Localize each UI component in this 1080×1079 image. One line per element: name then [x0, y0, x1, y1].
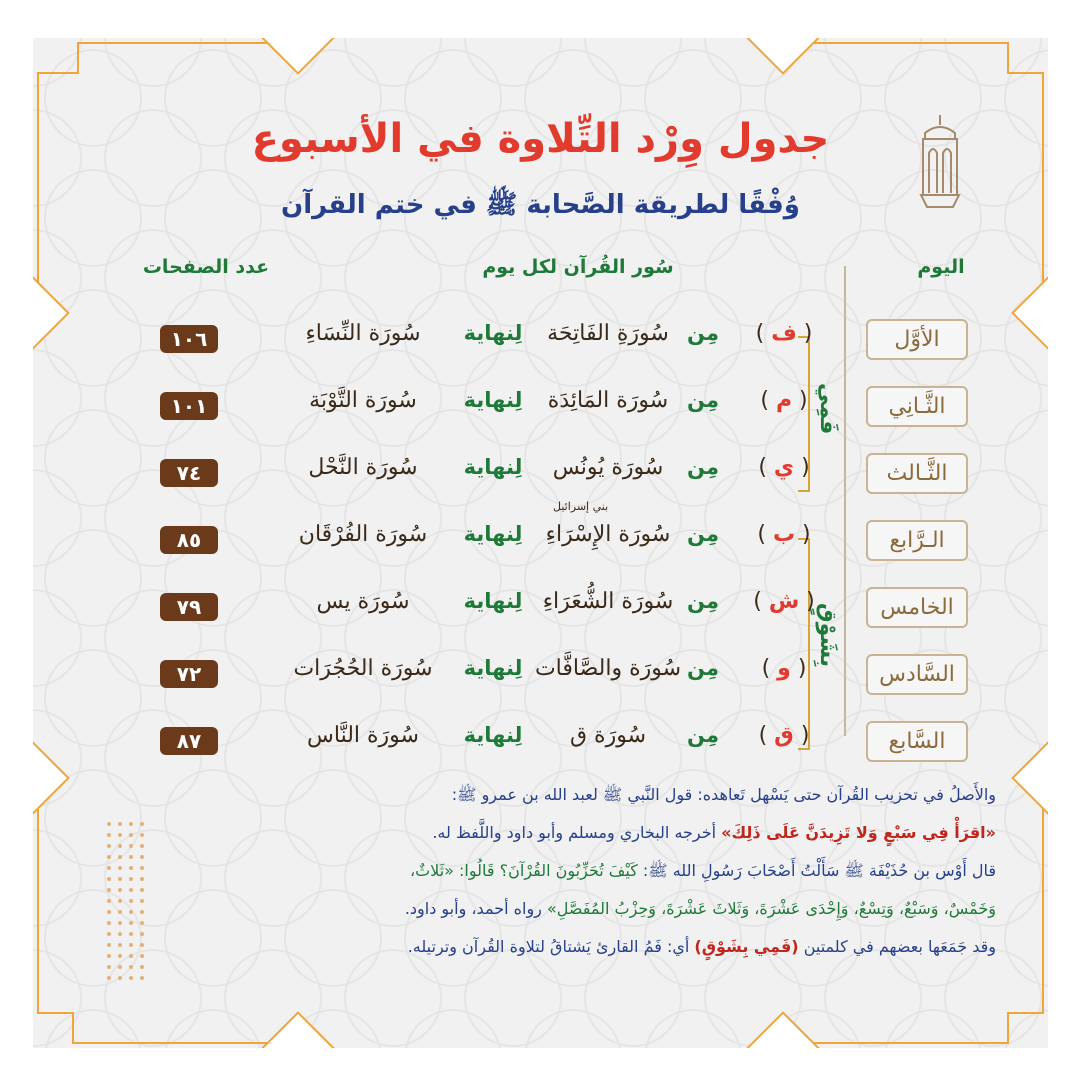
decor-dot	[129, 877, 133, 881]
decor-dot	[129, 921, 133, 925]
from-surah: سُورَةِ الفَاتِحَة	[547, 321, 669, 346]
table-row	[33, 584, 1048, 634]
card	[33, 38, 1048, 1048]
page-subtitle: وُفْقًا لطريقة الصَّحابة ﷺ في ختم القرآن	[281, 190, 800, 220]
table-row	[33, 718, 1048, 768]
decor-dot	[129, 866, 133, 870]
from-surah: سُورَة ق	[569, 723, 646, 748]
decor-dot	[140, 877, 144, 881]
decor-dot	[107, 877, 111, 881]
decor-dot	[140, 888, 144, 892]
decor-dot	[129, 899, 133, 903]
mnemonic: (فَمِي بِشَوْقٍ)	[694, 937, 799, 956]
day-label: الأوَّل	[866, 319, 968, 360]
decor-dot	[140, 822, 144, 826]
decor-dot	[140, 899, 144, 903]
decor-dot	[140, 855, 144, 859]
day-label: الخامس	[866, 587, 968, 628]
header-surahs: سُور القُرآن لكل يوم	[482, 256, 674, 278]
decor-dot	[118, 877, 122, 881]
decor-dot	[140, 954, 144, 958]
from-connector: مِن	[687, 321, 719, 345]
to-connector: لِنهاية	[463, 388, 523, 412]
to-connector: لِنهاية	[463, 455, 523, 479]
decor-dot	[107, 833, 111, 837]
from-connector: مِن	[687, 656, 719, 680]
decor-dot	[140, 943, 144, 947]
decor-dot	[140, 965, 144, 969]
from-surah: سُورَة المَائِدَة	[547, 388, 669, 413]
to-connector: لِنهاية	[463, 723, 523, 747]
decor-dot	[118, 932, 122, 936]
from-surah: سُورَة والصَّافَّات	[534, 656, 682, 681]
note-line-3	[93, 852, 996, 890]
to-connector: لِنهاية	[463, 321, 523, 345]
decor-dot	[129, 954, 133, 958]
day-label: الثَّـالث	[866, 453, 968, 494]
table-row	[33, 383, 1048, 433]
letter: ي	[773, 455, 795, 480]
to-connector: لِنهاية	[463, 522, 523, 546]
letter-marker: ( ف )	[755, 321, 813, 346]
day-label: السَّادس	[866, 654, 968, 695]
letter: م	[775, 388, 793, 413]
narration-answer: وَخَمْسٌ، وَسَبْعٌ، وَتِسْعٌ، وَإِحْدَى عَشْرَةَ، وَثَلاثَ عَشْرَةَ، وَحِزْبُ المُفَصَّلِ»	[546, 899, 996, 918]
to-connector: لِنهاية	[463, 589, 523, 613]
notes	[93, 776, 996, 966]
from-connector: مِن	[687, 723, 719, 747]
note-line-2	[93, 814, 996, 852]
from-connector: مِن	[687, 455, 719, 479]
narration-question: كَيْفَ تُحَزِّبُونَ القُرْآنَ؟ قَالُوا: «ثَلاثٌ،	[409, 861, 638, 880]
letter: ف	[771, 321, 797, 346]
note-line-5	[93, 928, 996, 966]
header-pages: عدد الصفحات	[142, 256, 270, 278]
decor-dot	[129, 833, 133, 837]
letter: ب	[772, 522, 796, 547]
table-row	[33, 450, 1048, 500]
letter-marker: ( و )	[761, 656, 807, 681]
decor-dot	[107, 943, 111, 947]
to-connector: لِنهاية	[463, 656, 523, 680]
decor-dot	[118, 954, 122, 958]
decor-dot	[140, 921, 144, 925]
decor-dot	[107, 844, 111, 848]
note-line-4	[93, 890, 996, 928]
decor-dot	[129, 855, 133, 859]
page-count-badge: ٨٥	[160, 526, 218, 554]
decor-dot	[140, 866, 144, 870]
decor-dot	[118, 976, 122, 980]
to-surah: سُورَة النَّحْل	[308, 455, 418, 480]
decor-dot	[107, 888, 111, 892]
from-connector: مِن	[687, 589, 719, 613]
letter: ق	[774, 723, 794, 748]
page-count-badge: ١٠٦	[160, 325, 218, 353]
mnemonic-intro: وقد جَمَعَها بعضهم في كلمتين	[798, 937, 996, 956]
decor-dot	[129, 932, 133, 936]
narration-source: رواه أحمد، وأبو داود.	[404, 899, 547, 918]
narration-intro: قال أَوْس بن حُذَيْفَة ﷺ سَأَلْتُ أَصْحَابَ رَسُولِ الله ﷺ:	[637, 861, 996, 880]
decor-dot	[107, 932, 111, 936]
hadith-source: أخرجه البخاري ومسلم وأبو داود واللَّفظ له.	[432, 823, 722, 842]
day-label: الثَّـانِي	[866, 386, 968, 427]
to-surah: سُورَة الحُجُرَات	[293, 656, 433, 681]
decor-dot	[118, 844, 122, 848]
decor-dot	[129, 888, 133, 892]
decor-dot	[118, 822, 122, 826]
bracket-label-top: فَمِي	[815, 383, 840, 435]
letter-marker: ( ي )	[758, 455, 810, 480]
decor-dot	[129, 910, 133, 914]
bracket-label-bottom: بِشَوْقٍ	[815, 603, 840, 668]
decor-dot	[118, 943, 122, 947]
decor-dot	[107, 954, 111, 958]
decor-dot	[107, 921, 111, 925]
letter: ش	[768, 589, 800, 614]
decor-dot	[107, 910, 111, 914]
page-count-badge: ٧٤	[160, 459, 218, 487]
decor-dot	[140, 910, 144, 914]
decor-dot	[107, 899, 111, 903]
note-line-1: والأَصلُ في تحزيب القُرآن حتى يَسْهل تَعاهده: قول النَّبي ﷺ لعبد الله بن عمرو ﷺ:	[451, 785, 996, 804]
header-day: اليوم	[917, 256, 965, 278]
decor-dot	[118, 899, 122, 903]
letter-marker: ( ش )	[753, 589, 815, 614]
decor-dot	[129, 844, 133, 848]
page-count-badge: ٧٢	[160, 660, 218, 688]
decor-dot	[107, 855, 111, 859]
letter: و	[777, 656, 791, 681]
decor-dot	[140, 976, 144, 980]
table-row	[33, 651, 1048, 701]
decor-dot	[129, 965, 133, 969]
decor-dot	[118, 855, 122, 859]
letter-marker: ( م )	[760, 388, 808, 413]
decor-dot	[129, 822, 133, 826]
decor-dot	[118, 921, 122, 925]
hadith-quote: «اقرَأْ فِي سَبْعٍ وَلا تَزِيدَنَّ عَلَى ذَلِكَ»	[721, 823, 996, 842]
from-connector: مِن	[687, 388, 719, 412]
from-surah: سُورَة الشُّعَرَاءِ	[542, 589, 674, 614]
decor-dot	[140, 844, 144, 848]
table-row	[33, 500, 1048, 567]
letter-marker: ( ق )	[758, 723, 810, 748]
to-surah: سُورَة التَّوْبَة	[309, 388, 417, 413]
decor-dot	[118, 888, 122, 892]
page-count-badge: ٨٧	[160, 727, 218, 755]
decor-dot	[118, 866, 122, 870]
dot-grid-decoration	[103, 818, 153, 988]
from-surah: سُورَة يُونُس	[552, 455, 664, 480]
decor-dot	[129, 943, 133, 947]
page-title: جدول وِرْد التِّلاوة في الأسبوع	[251, 116, 830, 162]
decor-dot	[107, 822, 111, 826]
day-label: السَّابع	[866, 721, 968, 762]
page-count-badge: ٧٩	[160, 593, 218, 621]
decor-dot	[118, 833, 122, 837]
decor-dot	[118, 965, 122, 969]
from-surah: سُورَة الإِسْرَاءِ	[545, 522, 671, 547]
to-surah: سُورَة النِّسَاءِ	[305, 321, 421, 346]
decor-dot	[129, 976, 133, 980]
to-surah: سُورَة يس	[316, 589, 410, 614]
decor-dot	[107, 965, 111, 969]
from-connector: مِن	[687, 522, 719, 546]
mnemonic-explanation: أي: فَمُ القارئ يَشتاقُ لتلاوة القُرآن وترتيله.	[407, 937, 695, 956]
to-surah: سُورَة النَّاس	[307, 723, 419, 748]
decor-dot	[107, 976, 111, 980]
decor-dot	[140, 932, 144, 936]
decor-dot	[107, 866, 111, 870]
page-count-badge: ١٠١	[160, 392, 218, 420]
decor-dot	[118, 910, 122, 914]
day-label: الـرَّابع	[866, 520, 968, 561]
letter-marker: ( ب )	[757, 522, 811, 547]
surah-alt-name: بني إسرائيل	[553, 500, 609, 513]
to-surah: سُورَة الفُرْقَان	[298, 522, 428, 547]
decor-dot	[140, 833, 144, 837]
table-row	[33, 316, 1048, 366]
